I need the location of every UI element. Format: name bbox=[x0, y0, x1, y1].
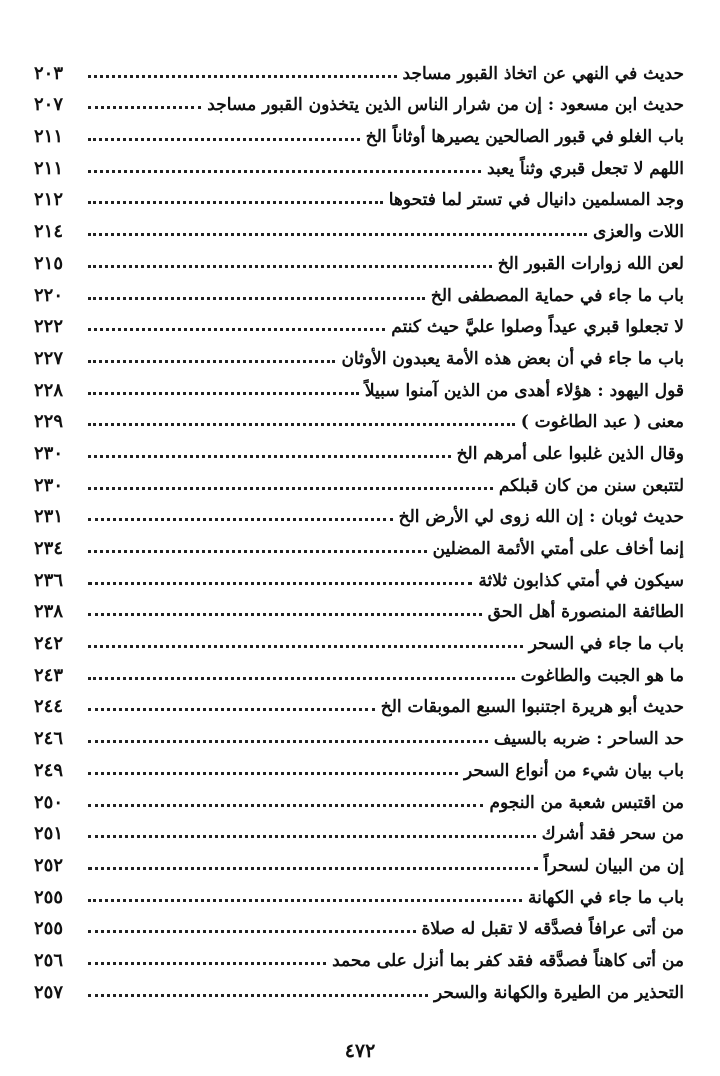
toc-entry-title: باب الغلو في قبور الصالحين يصيرها أوثاناً الخ bbox=[365, 127, 684, 148]
toc-entry-title: من أتى عرافاً فصدَّقه لا تقبل له صلاة bbox=[421, 919, 684, 940]
dot-leader bbox=[88, 518, 393, 521]
toc-entry-title: لعن الله زوارات القبور الخ bbox=[497, 253, 684, 274]
toc-entry bbox=[34, 781, 684, 813]
toc-entry bbox=[34, 52, 684, 84]
toc-entry-page-number: ٢٥٠ bbox=[34, 791, 64, 813]
toc-entry-title: حديث ثوبان : إن الله زوى لي الأرض الخ bbox=[398, 507, 684, 528]
toc-entry bbox=[34, 622, 684, 654]
toc-entry-page-number: ٢٢٧ bbox=[34, 347, 64, 369]
toc-entry bbox=[34, 686, 684, 718]
toc-entry-title: من اقتبس شعبة من النجوم bbox=[489, 792, 684, 813]
toc-entry-page-number: ٢١١ bbox=[34, 157, 64, 179]
toc-entry bbox=[34, 591, 684, 623]
toc-entry-title: لا تجعلوا قبري عيداً وصلوا عليَّ حيث كنتم bbox=[391, 317, 684, 338]
toc-entry-page-number: ٢٤٢ bbox=[34, 633, 64, 655]
toc-entry bbox=[34, 844, 684, 876]
dot-leader bbox=[88, 138, 360, 141]
dot-leader bbox=[88, 550, 427, 553]
toc-entry-page-number: ٢٥٧ bbox=[34, 981, 64, 1003]
toc-entry bbox=[34, 749, 684, 781]
toc-entry-title: وقال الذين غلبوا على أمرهم الخ bbox=[456, 443, 684, 464]
dot-leader bbox=[88, 772, 458, 775]
toc-entry-title: باب ما جاء في حماية المصطفى الخ bbox=[430, 285, 684, 306]
table-of-contents bbox=[34, 52, 684, 1003]
toc-entry bbox=[34, 432, 684, 464]
dot-leader bbox=[88, 645, 523, 648]
dot-leader bbox=[88, 106, 201, 109]
toc-entry-page-number: ٢٥٥ bbox=[34, 918, 64, 940]
toc-entry-title: لتتبعن سنن من كان قبلكم bbox=[498, 475, 684, 496]
toc-entry bbox=[34, 813, 684, 845]
toc-entry-page-number: ٢١٥ bbox=[34, 252, 64, 274]
toc-entry-title: معنى ( عبد الطاغوت ) bbox=[520, 412, 684, 433]
toc-entry-title: قول اليهود : هؤلاء أهدى من الذين آمنوا سبيلاً bbox=[364, 380, 684, 401]
toc-entry-page-number: ٢٣١ bbox=[34, 506, 64, 528]
dot-leader bbox=[88, 930, 416, 933]
toc-entry-title: إن من البيان لسحراً bbox=[543, 855, 684, 876]
toc-entry-title: الطائفة المنصورة أهل الحق bbox=[487, 602, 684, 623]
toc-entry-page-number: ٢١١ bbox=[34, 126, 64, 148]
dot-leader bbox=[88, 170, 481, 173]
toc-entry bbox=[34, 496, 684, 528]
toc-entry-page-number: ٢٢٢ bbox=[34, 316, 64, 338]
toc-entry bbox=[34, 908, 684, 940]
toc-entry-title: باب بيان شيء من أنواع السحر bbox=[463, 760, 684, 781]
dot-leader bbox=[88, 455, 451, 458]
toc-entry-page-number: ٢١٤ bbox=[34, 221, 64, 243]
dot-leader bbox=[88, 708, 375, 711]
toc-entry bbox=[34, 115, 684, 147]
toc-entry bbox=[34, 717, 684, 749]
toc-entry-title: وجد المسلمين دانيال في تستر لما فتحوها bbox=[388, 190, 684, 211]
toc-entry-title: اللهم لا تجعل قبري وثناً يعبد bbox=[487, 158, 684, 179]
toc-entry-title: من أتى كاهناً فصدَّقه فقد كفر بما أنزل على محمد bbox=[332, 950, 684, 971]
toc-entry-page-number: ٢٣٠ bbox=[34, 474, 64, 496]
toc-entry-page-number: ٢٤٣ bbox=[34, 664, 64, 686]
toc-entry-page-number: ٢٤٩ bbox=[34, 759, 64, 781]
dot-leader bbox=[88, 328, 385, 331]
toc-entry-title: التحذير من الطيرة والكهانة والسحر bbox=[433, 982, 684, 1003]
page-number: ٤٧٢ bbox=[344, 1040, 376, 1062]
toc-entry bbox=[34, 337, 684, 369]
toc-entry-page-number: ٢١٢ bbox=[34, 189, 64, 211]
dot-leader bbox=[88, 360, 335, 363]
toc-entry bbox=[34, 654, 684, 686]
dot-leader bbox=[88, 423, 515, 426]
dot-leader bbox=[88, 899, 522, 902]
dot-leader bbox=[88, 487, 493, 490]
toc-entry-page-number: ٢٤٤ bbox=[34, 696, 64, 718]
dot-leader bbox=[88, 835, 536, 838]
toc-entry-page-number: ٢٤٦ bbox=[34, 728, 64, 750]
toc-entry bbox=[34, 179, 684, 211]
dot-leader bbox=[88, 867, 538, 870]
dot-leader bbox=[88, 740, 488, 743]
toc-entry-title: باب ما جاء في أن بعض هذه الأمة يعبدون الأوثان bbox=[341, 348, 684, 369]
dot-leader bbox=[88, 582, 472, 585]
toc-entry-page-number: ٢٣٦ bbox=[34, 569, 64, 591]
dot-leader bbox=[88, 677, 515, 680]
toc-entry bbox=[34, 559, 684, 591]
dot-leader bbox=[88, 804, 483, 807]
toc-entry bbox=[34, 939, 684, 971]
toc-entry bbox=[34, 274, 684, 306]
toc-entry-page-number: ٢٥٥ bbox=[34, 886, 64, 908]
dot-leader bbox=[88, 297, 425, 300]
toc-entry-page-number: ٢٠٧ bbox=[34, 94, 64, 116]
dot-leader bbox=[88, 962, 326, 965]
toc-entry bbox=[34, 242, 684, 274]
toc-entry-page-number: ٢٢٩ bbox=[34, 411, 64, 433]
toc-entry bbox=[34, 369, 684, 401]
toc-entry-title: حد الساحر : ضربه بالسيف bbox=[493, 729, 684, 750]
toc-entry bbox=[34, 527, 684, 559]
toc-entry-page-number: ٢٣٤ bbox=[34, 538, 64, 559]
dot-leader bbox=[88, 392, 359, 395]
toc-entry-title: من سحر فقد أشرك bbox=[541, 824, 684, 845]
toc-entry-title: سيكون في أمتي كذابون ثلاثة bbox=[478, 570, 684, 591]
dot-leader bbox=[88, 201, 383, 204]
toc-entry-title: ما هو الجبت والطاغوت bbox=[520, 665, 684, 686]
dot-leader bbox=[88, 75, 397, 78]
toc-entry bbox=[34, 971, 684, 1003]
toc-entry-title: باب ما جاء في الكهانة bbox=[527, 887, 684, 908]
dot-leader bbox=[88, 994, 428, 997]
toc-entry bbox=[34, 401, 684, 433]
toc-entry-page-number: ٢٢٠ bbox=[34, 284, 64, 306]
dot-leader bbox=[88, 613, 482, 616]
toc-entry-page-number: ٢٣٨ bbox=[34, 601, 64, 623]
toc-entry-page-number: ٢٣٠ bbox=[34, 442, 64, 464]
toc-entry-page-number: ٢٠٣ bbox=[34, 62, 64, 84]
toc-entry bbox=[34, 147, 684, 179]
toc-entry bbox=[34, 306, 684, 338]
toc-entry-title: حديث أبو هريرة اجتنبوا السبع الموبقات الخ bbox=[380, 697, 684, 718]
toc-entry-page-number: ٢٥٢ bbox=[34, 854, 64, 876]
toc-entry-page-number: ٢٥١ bbox=[34, 823, 64, 845]
toc-entry-title: اللات والعزى bbox=[593, 222, 684, 243]
toc-entry-page-number: ٢٥٦ bbox=[34, 949, 64, 971]
toc-entry-title: حديث ابن مسعود : إن من شرار الناس الذين يتخذون القبور مساجد bbox=[207, 95, 684, 116]
toc-entry bbox=[34, 876, 684, 908]
toc-entry bbox=[34, 464, 684, 496]
toc-entry-title: حديث في النهي عن اتخاذ القبور مساجد bbox=[402, 63, 684, 84]
toc-entry-title: إنما أخاف على أمتي الأئمة المضلين bbox=[432, 539, 684, 559]
toc-entry bbox=[34, 210, 684, 242]
dot-leader bbox=[88, 265, 492, 268]
dot-leader bbox=[88, 233, 587, 236]
toc-entry-page-number: ٢٢٨ bbox=[34, 379, 64, 401]
toc-entry-title: باب ما جاء في السحر bbox=[528, 634, 684, 655]
toc-entry bbox=[34, 84, 684, 116]
